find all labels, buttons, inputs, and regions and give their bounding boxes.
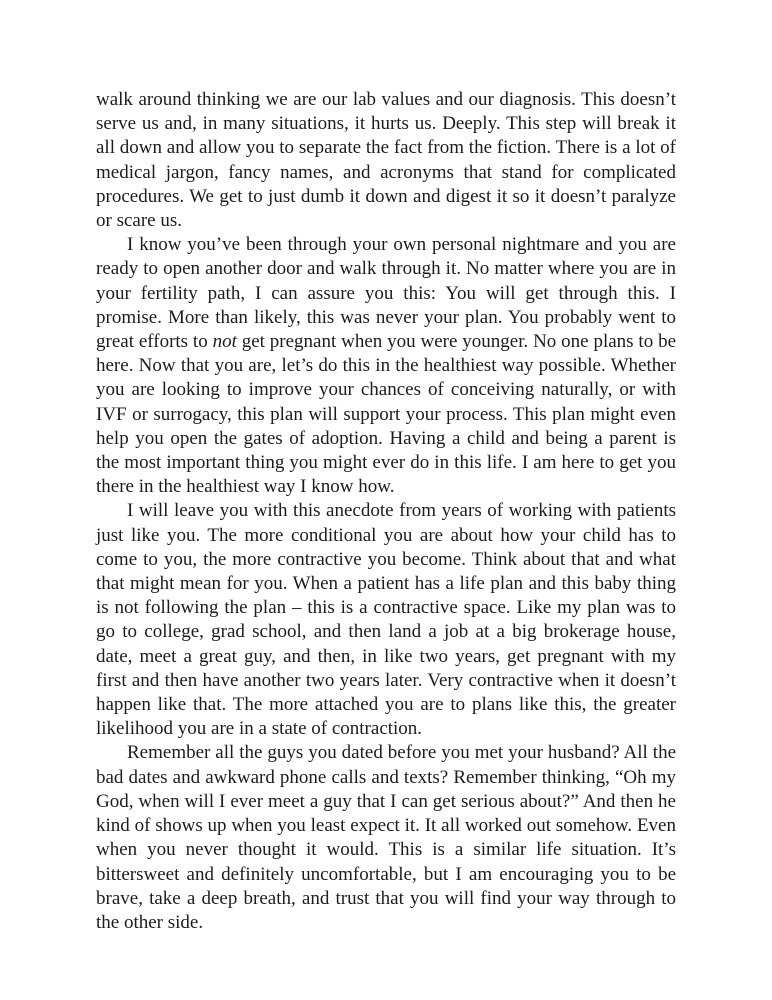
paragraph-3: [96, 499, 676, 741]
paragraph-1: [96, 88, 676, 233]
paragraph-2-text-b: get pregnant when you were younger. No one plans to be here. Now that you are, let’s do this in the healthiest way possible. Whether you are looking to improve your chances of conceiving naturally, or with IVF or surrogacy, this plan will support your process. This plan might even help you open the gates of adoption. Having a child and being a parent is the most important thing you might ever do in this life. I am here to get you there in the healthiest way I know how.: [96, 331, 676, 498]
paragraph-2: [96, 233, 676, 499]
page-body: [96, 88, 676, 935]
paragraph-3-text: I will leave you with this anecdote from years of working with patients just like you. The more conditional you are about how your child has to come to you, the more contractive you become. Think about that and what that might mean for you. When a patient has a life plan and this baby thing is not following the plan – this is a contractive space. Like my plan was to go to college, grad school, and then land a job at a big brokerage house, date, meet a great guy, and then, in like two years, get pregnant with my first and then have another two years later. Very contractive when it doesn’t happen like that. The more attached you are to plans like this, the greater likelihood you are in a state of contraction.: [96, 500, 676, 740]
paragraph-1-text: walk around thinking we are our lab values and our diagnosis. This doesn’t serve us and, in many situations, it hurts us. Deeply. This step will break it all down and allow you to separate the fact from the fiction. There is a lot of medical jargon, fancy names, and acronyms that stand for complicated procedures. We get to just dumb it down and digest it so it doesn’t paralyze or scare us.: [96, 89, 676, 232]
paragraph-2-text-a: I know you’ve been through your own personal nightmare and you are ready to open another door and walk through it. No matter where you are in your fertility path, I can assure you this: You will get through this. I promise. More than likely, this was never your plan. You probably went to great efforts to: [96, 234, 676, 353]
paragraph-2-emphasis: not: [212, 331, 237, 353]
paragraph-4: [96, 741, 676, 935]
paragraph-4-text: Remember all the guys you dated before you met your husband? All the bad dates and awkward phone calls and texts? Remember thinking, “Oh my God, when will I ever meet a guy that I can get serious about?” And then he kind of shows up when you least expect it. It all worked out somehow. Even when you never thought it would. This is a similar life situation. It’s bittersweet and definitely uncomfortable, but I am encouraging you to be brave, take a deep breath, and trust that you will find your way through to the other side.: [96, 742, 676, 933]
